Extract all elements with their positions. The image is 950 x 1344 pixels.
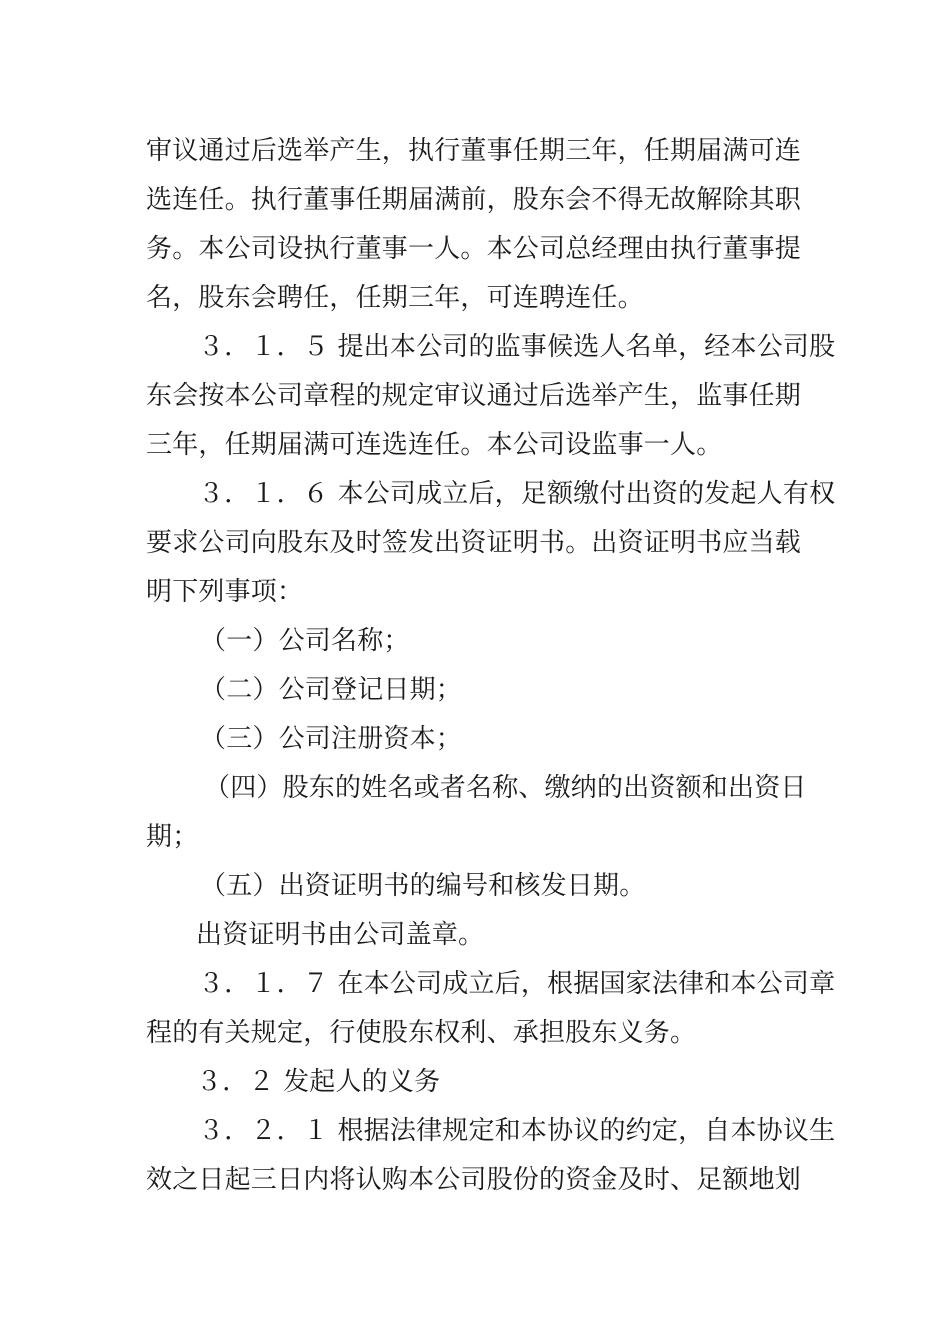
list-item: （一）公司名称； (200, 626, 410, 656)
list-item: （五）出资证明书的编号和核发日期。 (200, 871, 646, 901)
body-line: 要求公司向股东及时签发出资证明书。出资证明书应当载 (146, 528, 802, 558)
clause-3-1-5: ３．１．５ 提出本公司的监事候选人名单，经本公司股 (198, 332, 836, 362)
body-line: 务。本公司设执行董事一人。本公司总经理由执行董事提 (146, 234, 802, 264)
body-line: 明下列事项： (146, 577, 304, 607)
list-item: （四）股东的姓名或者名称、缴纳的出资额和出资日 (204, 773, 807, 803)
document-body (146, 127, 836, 1205)
body-line: 名，股东会聘任，任期三年，可连聘连任。 (146, 283, 644, 313)
body-line: 审议通过后选举产生，执行董事任期三年，任期届满可连 (146, 136, 802, 166)
section-heading-3-2: ３．２ 发起人的义务 (196, 1067, 441, 1097)
list-item: （三）公司注册资本； (200, 724, 463, 754)
clause-3-2-1: ３．２．１ 根据法律规定和本协议的约定，自本协议生 (198, 1116, 836, 1146)
body-line: 东会按本公司章程的规定审议通过后选举产生，监事任期 (146, 381, 802, 411)
body-line: 出资证明书由公司盖章。 (196, 920, 485, 950)
list-item: （二）公司登记日期； (200, 675, 463, 705)
clause-3-1-7: ３．１．７ 在本公司成立后，根据国家法律和本公司章 (198, 969, 836, 999)
body-line: 选连任。执行董事任期届满前，股东会不得无故解除其职 (146, 185, 802, 215)
body-line: 期； (146, 822, 199, 852)
body-line: 效之日起三日内将认购本公司股份的资金及时、足额地划 (146, 1165, 802, 1195)
body-line: 三年，任期届满可连选连任。本公司设监事一人。 (146, 430, 723, 460)
body-line: 程的有关规定，行使股东权利、承担股东义务。 (146, 1018, 697, 1048)
clause-3-1-6: ３．１．６ 本公司成立后，足额缴付出资的发起人有权 (198, 479, 836, 509)
